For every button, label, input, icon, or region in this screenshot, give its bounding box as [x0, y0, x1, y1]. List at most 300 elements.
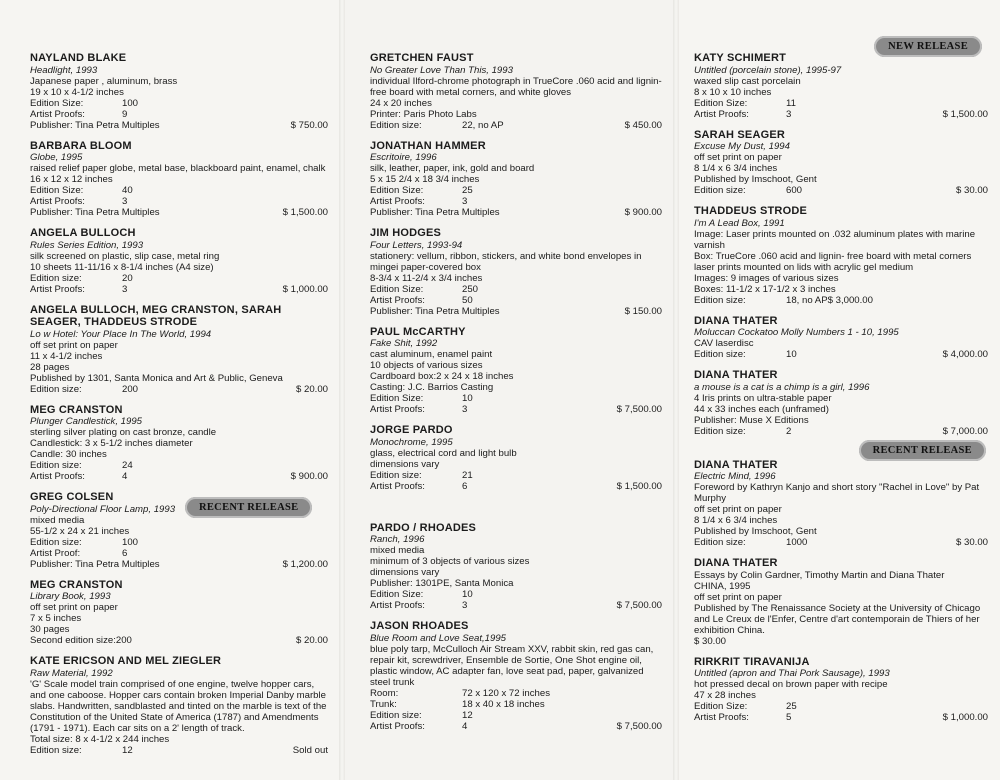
artwork-entry [694, 205, 992, 306]
artwork-detail: off set print on paper [694, 591, 782, 603]
price: $ 20.00 [295, 383, 328, 395]
edition-row [30, 273, 332, 284]
price: $ 20.00 [295, 635, 328, 646]
price: $ 450.00 [624, 119, 662, 131]
artwork-detail: silk screened on plastic, slip case, metal ring [30, 250, 220, 262]
edition-label: Artist Proofs: [370, 600, 425, 611]
artwork-entry [694, 369, 992, 437]
artwork-detail: 8 x 10 x 10 inches [694, 86, 772, 98]
edition-value: 4 [462, 720, 468, 732]
edition-value: 18, no AP$ 3,000.00 [786, 294, 873, 306]
artist-name: JONATHAN HAMMER [370, 139, 486, 152]
artwork-detail: 47 x 28 inches [694, 690, 756, 701]
artwork-detail: off set print on paper [30, 339, 118, 351]
artist-name: NAYLAND BLAKE [30, 52, 127, 64]
edition-label: Artist Proofs: [370, 480, 425, 492]
edition-row [694, 426, 992, 437]
edition-label: Edition size: [370, 709, 422, 721]
edition-label: Edition Size: [370, 393, 424, 404]
edition-row [30, 745, 332, 756]
price: $ 750.00 [290, 119, 328, 131]
artwork-detail: CAV laserdisc [694, 338, 754, 349]
edition-label: Edition Size: [370, 185, 424, 196]
artist-name: GREG COLSEN [30, 491, 114, 503]
edition-label: Edition Size: [30, 97, 84, 109]
artwork-detail: Published by 1301, Santa Monica and Art & Public, Geneva [30, 372, 283, 384]
artwork-detail: 7 x 5 inches [30, 613, 82, 624]
price [328, 273, 332, 284]
price [662, 295, 666, 306]
artwork-title: Four Letters, 1993-94 [370, 239, 463, 251]
edition-value: 1000 [786, 537, 808, 548]
edition-label: Artist Proofs: [694, 108, 749, 120]
edition-label: Artist Proofs: [370, 404, 425, 415]
price: $ 900.00 [624, 207, 662, 218]
artwork-detail: hot pressed decal on brown paper with recipe [694, 679, 888, 690]
price: $ 4,000.00 [942, 349, 988, 360]
artwork-title: Electric Mind, 1996 [694, 471, 776, 482]
edition-row [370, 284, 666, 295]
artwork-entry [30, 227, 332, 295]
edition-label: Edition size: [694, 185, 746, 196]
artwork-detail: silk, leather, paper, ink, gold and board [370, 163, 535, 174]
edition-row [694, 185, 992, 196]
edition-value: 10 [462, 589, 473, 600]
artwork-entry [694, 129, 992, 197]
artwork-detail: Published by The Renaissance Society at the University of Chicago and Le Creux de l'Enfer, Centre d'art contemporain de Thiers of her exhibition China. [694, 602, 981, 636]
artwork-detail: Publisher: 1301PE, Santa Monica [370, 578, 514, 589]
edition-row [694, 537, 992, 548]
edition-value: 200 [122, 383, 139, 395]
edition-value: 6 [462, 480, 468, 492]
artwork-entry [370, 227, 666, 317]
recent-release-badge: RECENT RELEASE [185, 497, 312, 518]
artwork-detail: Foreword by Kathryn Kanjo and short story "Rachel in Love" by Pat Murphy [694, 482, 980, 504]
artwork-detail: Candlestick: 3 x 5-1/2 inches diameter [30, 438, 193, 449]
artwork-detail: sterling silver plating on cast bronze, candle [30, 427, 217, 438]
edition-value: 72 x 120 x 72 inches [462, 687, 551, 699]
edition-label: Artist Proofs: [370, 720, 425, 732]
artwork-detail: individual Ilford-chrome photograph in TrueCore .060 acid and lignin- free board with metal corners, and white gloves [370, 75, 662, 98]
artwork-detail: mixed media [30, 514, 85, 526]
artist-name: MEG CRANSTON [30, 578, 123, 591]
artwork-detail: Published by Imschoot, Gent [694, 526, 817, 537]
price [662, 589, 666, 600]
edition-value: 12 [462, 709, 473, 721]
artwork-detail: 4 Iris prints on ultra-stable paper [694, 392, 832, 404]
price: $ 7,500.00 [616, 720, 662, 732]
artwork-title: Headlight, 1993 [30, 64, 98, 76]
artwork-entry [370, 140, 666, 219]
price [662, 185, 666, 196]
artwork-detail: blue poly tarp, McCulloch Air Stream XXV, rabbit skin, red gas can, repair kit, screwdriver, Ensemble de Sortie, One Shot engine oil, plastic window, AC adapter fan, love seat pad, paper, galvanized steel trunk [370, 643, 654, 688]
edition-label: Edition size: [30, 383, 82, 395]
catalog-panel-right [676, 0, 1000, 780]
artwork-detail: Image: Laser prints mounted on .032 aluminum plates with marine varnish [694, 228, 976, 251]
artwork-title: Excuse My Dust, 1994 [694, 141, 790, 152]
edition-row [30, 559, 332, 570]
artist-name: SARAH SEAGER [694, 128, 786, 141]
artwork-detail: off set print on paper [30, 602, 118, 613]
edition-label: Second edition size:200 [30, 635, 132, 646]
price [328, 460, 332, 471]
edition-row [694, 712, 992, 723]
artwork-detail: Total size: 8 x 4-1/2 x 244 inches [30, 733, 170, 745]
edition-label: Edition size: [30, 536, 82, 548]
artwork-detail: 24 x 20 inches [370, 97, 432, 109]
artwork-detail: 'G' Scale model train comprised of one engine, twelve hopper cars, and one caboose. Hopper cars contain broken Imperial Danby marble slabs. Handwritten, sandblasted and tinted on the marble is text of the Constitution of the United State of America (1787) and Amendments (1791 - 1971). Each car sits on a 2' length of track. [30, 678, 327, 734]
edition-value: 18 x 40 x 18 inches [462, 698, 545, 710]
artwork-detail: 8 1/4 x 6 3/4 inches [694, 515, 778, 526]
artist-name: JORGE PARDO [370, 424, 453, 436]
edition-value: 10 [462, 393, 473, 404]
artwork-entry [370, 52, 666, 131]
artist-name: PAUL McCARTHY [370, 325, 466, 338]
artwork-detail: 55-1/2 x 24 x 21 inches [30, 525, 130, 537]
edition-value [500, 306, 610, 317]
price: $ 900.00 [290, 471, 328, 482]
price [662, 699, 666, 710]
edition-value: 5 [786, 712, 792, 723]
artwork-title: Blue Room and Love Seat,1995 [370, 632, 507, 644]
artwork-title: Poly-Directional Floor Lamp, 1993 [30, 503, 176, 515]
artwork-detail: Images: 9 images of various sizes [694, 272, 839, 284]
edition-label: Publisher: Tina Petra Multiples [30, 558, 160, 570]
edition-value: 40 [122, 185, 133, 196]
artist-name: GRETCHEN FAUST [370, 52, 474, 64]
price: $ 150.00 [624, 305, 662, 317]
artwork-detail: mixed media [370, 545, 425, 556]
artwork-detail: 5 x 15 2/4 x 18 3/4 inches [370, 174, 480, 185]
artwork-detail: stationery: vellum, ribbon, stickers, and white bond envelopes in mingei paper-covered box [370, 250, 642, 273]
edition-row [370, 404, 666, 415]
artwork-entry [694, 557, 992, 647]
price: $ 1,500.00 [942, 108, 988, 120]
edition-row [30, 196, 332, 207]
artwork-detail: Printer: Paris Photo Labs [370, 108, 477, 120]
edition-label: Artist Proofs: [30, 108, 85, 120]
edition-row [370, 688, 666, 699]
edition-row [30, 460, 332, 471]
artwork-detail: Publisher: Muse X Editions [694, 414, 809, 426]
edition-value: 3 [786, 108, 792, 120]
edition-value: 3 [122, 196, 128, 207]
recent-release-badge: RECENT RELEASE [859, 440, 986, 461]
price [328, 185, 332, 196]
artist-name: ANGELA BULLOCH, MEG CRANSTON, SARAH SEAGER, THADDEUS STRODE [30, 303, 282, 328]
artwork-title: Library Book, 1993 [30, 591, 111, 602]
edition-row [370, 589, 666, 600]
price: $ 1,500.00 [282, 207, 328, 218]
artwork-detail: CHINA, 1995 [694, 580, 751, 592]
edition-row [370, 185, 666, 196]
edition-value: 2 [786, 425, 792, 437]
edition-row [30, 537, 332, 548]
price [662, 393, 666, 404]
artwork-title: Plunger Candlestick, 1995 [30, 416, 142, 427]
artist-name: RIRKRIT TIRAVANIJA [694, 655, 810, 668]
edition-row [30, 284, 332, 295]
edition-row [30, 635, 332, 646]
edition-label: Publisher: Tina Petra Multiples [370, 305, 500, 317]
artwork-detail: waxed slip cast porcelain [694, 75, 801, 87]
artwork-detail: cast aluminum, enamel paint [370, 349, 493, 360]
edition-value [160, 559, 270, 570]
artwork-detail: Boxes: 11-1/2 x 17-1/2 x 3 inches [694, 283, 836, 295]
edition-value: 22, no AP [462, 119, 504, 131]
price: $ 1,000.00 [942, 712, 988, 723]
edition-row [694, 98, 992, 109]
price [328, 98, 332, 109]
artwork-title: Escritoire, 1996 [370, 152, 437, 163]
edition-label: Edition Size: [370, 589, 424, 600]
artwork-detail: 8 1/4 x 6 3/4 inches [694, 163, 778, 174]
edition-label: Trunk: [370, 698, 397, 710]
artwork-detail: raised relief paper globe, metal base, blackboard paint, enamel, chalk [30, 163, 326, 174]
artwork-detail: Published by Imschoot, Gent [694, 174, 817, 185]
edition-label: Publisher: Tina Petra Multiples [30, 119, 160, 131]
artwork-detail: off set print on paper [694, 152, 782, 163]
artwork-detail: minimum of 3 objects of various sizes [370, 556, 530, 567]
price [662, 710, 666, 721]
artwork-detail: Cardboard box:2 x 24 x 18 inches [370, 371, 514, 382]
edition-value: 100 [122, 536, 139, 548]
artwork-entry [694, 52, 992, 120]
edition-row [370, 721, 666, 732]
price [988, 701, 992, 712]
artwork-detail: Box: TrueCore .060 acid and lignin- free board with metal corners laser prints mounted on lids with acrylic gel medium [694, 250, 972, 273]
edition-label: Artist Proofs: [30, 196, 85, 207]
price [328, 109, 332, 120]
edition-label: Edition size: [694, 294, 746, 306]
edition-value: 20 [122, 272, 133, 284]
edition-label: Artist Proof: [30, 547, 81, 559]
edition-label: Edition Size: [694, 97, 748, 109]
price [662, 470, 666, 481]
price [328, 537, 332, 548]
artist-name: KATE ERICSON AND MEL ZIEGLER [30, 655, 222, 667]
edition-value: 25 [462, 185, 473, 196]
artwork-title: Moluccan Cockatoo Molly Numbers 1 - 10, 1995 [694, 327, 899, 338]
edition-label: Edition size: [370, 469, 422, 481]
edition-value [160, 120, 270, 131]
artwork-detail: 30 pages [30, 624, 70, 635]
artwork-title: Fake Shit, 1992 [370, 338, 438, 349]
price [662, 688, 666, 699]
artwork-entry [30, 304, 332, 395]
artwork-detail: 19 x 10 x 4-1/2 inches [30, 86, 124, 98]
artist-name: THADDEUS STRODE [694, 205, 808, 217]
artwork-title: Lo w Hotel: Your Place In The World, 1994 [30, 328, 212, 340]
edition-value: 10 [786, 349, 797, 360]
artist-name: DIANA THATER [694, 369, 778, 381]
edition-value: 12 [122, 744, 133, 756]
artwork-detail: glass, electrical cord and light bulb [370, 447, 517, 459]
edition-row [30, 384, 332, 395]
edition-value: 3 [462, 600, 468, 611]
artwork-title: Monochrome, 1995 [370, 436, 453, 448]
artwork-detail: 28 pages [30, 361, 70, 373]
edition-row [370, 120, 666, 131]
artwork-title: Rules Series Edition, 1993 [30, 239, 144, 251]
edition-row [30, 207, 332, 218]
artwork-entry [370, 620, 666, 732]
edition-label: Edition Size: [694, 701, 748, 712]
edition-label: Edition size: [694, 349, 746, 360]
price: $ 7,500.00 [616, 600, 662, 611]
catalog-panel-left [0, 0, 342, 780]
price: $ 1,500.00 [616, 480, 662, 492]
edition-row [370, 306, 666, 317]
price: $ 7,000.00 [942, 425, 988, 437]
edition-value: 24 [122, 460, 133, 471]
price: Sold out [292, 744, 328, 756]
edition-row [370, 207, 666, 218]
edition-label: Room: [370, 687, 399, 699]
artwork-detail: Essays by Colin Gardner, Timothy Martin and Diana Thater [694, 569, 945, 581]
edition-value: 3 [462, 404, 468, 415]
price: $ 1,200.00 [282, 558, 328, 570]
edition-label: Artist Proofs: [370, 196, 425, 207]
artist-name: BARBARA BLOOM [30, 139, 132, 152]
edition-value [160, 207, 270, 218]
edition-row [694, 349, 992, 360]
edition-row [370, 699, 666, 710]
edition-label: Publisher: Tina Petra Multiples [30, 207, 160, 218]
edition-row [694, 295, 992, 306]
artwork-entry [694, 459, 992, 549]
edition-row [694, 701, 992, 712]
price [662, 196, 666, 207]
artwork-title: Ranch, 1996 [370, 534, 425, 545]
edition-value: 50 [462, 294, 473, 306]
price [662, 284, 666, 295]
price [988, 98, 992, 109]
artwork-title: Untitled (apron and Thai Pork Sausage), 1993 [694, 668, 890, 679]
price [988, 295, 992, 306]
edition-row [370, 196, 666, 207]
artwork-title: I'm A Lead Box, 1991 [694, 217, 785, 229]
edition-label: Edition size: [370, 119, 422, 131]
edition-row [370, 295, 666, 306]
edition-value: 600 [786, 185, 803, 196]
price [328, 548, 332, 559]
edition-row [30, 109, 332, 120]
edition-label: Edition Size: [30, 185, 84, 196]
edition-value [132, 635, 242, 646]
artwork-detail: Casting: J.C. Barrios Casting [370, 382, 494, 393]
artist-name: PARDO / RHOADES [370, 521, 477, 534]
artist-name: DIANA THATER [694, 458, 778, 471]
edition-value: 100 [122, 97, 139, 109]
artist-name: JASON RHOADES [370, 620, 469, 632]
price: $ 30.00 [955, 537, 988, 548]
edition-row [370, 600, 666, 611]
edition-label: Edition size: [694, 425, 746, 437]
artwork-title: No Greater Love Than This, 1993 [370, 64, 513, 76]
edition-value [500, 207, 610, 218]
artist-name: JIM HODGES [370, 227, 442, 239]
edition-row [30, 471, 332, 482]
artist-name: MEG CRANSTON [30, 403, 123, 416]
edition-value: 25 [786, 701, 797, 712]
artwork-title: Globe, 1995 [30, 152, 83, 163]
fold-line [673, 0, 679, 780]
artwork-entry [30, 404, 332, 483]
price: $ 7,500.00 [616, 404, 662, 415]
edition-row [30, 185, 332, 196]
edition-label: Edition Size: [370, 283, 424, 295]
artwork-entry [694, 656, 992, 724]
edition-value: 11 [786, 97, 796, 109]
artwork-entry [370, 326, 666, 416]
artwork-entry [30, 140, 332, 219]
price: $ 30.00 [955, 185, 988, 196]
artwork-detail: 8-3/4 x 11-2/4 x 3/4 inches [370, 272, 483, 284]
edition-label: Artist Proofs: [694, 712, 749, 723]
artwork-entry [694, 315, 992, 361]
edition-label: Edition size: [30, 460, 82, 471]
artwork-entry [370, 424, 666, 492]
price: $ 1,000.00 [282, 283, 328, 295]
edition-row [370, 393, 666, 404]
fold-line [339, 0, 345, 780]
artwork-title: Raw Material, 1992 [30, 667, 113, 679]
artwork-detail: 10 sheets 11-11/16 x 8-1/4 inches (A4 size) [30, 261, 214, 273]
artist-name: DIANA THATER [694, 557, 778, 569]
edition-row [30, 548, 332, 559]
artwork-detail: Japanese paper , aluminum, brass [30, 75, 178, 87]
artwork-title: Untitled (porcelain stone), 1995-97 [694, 64, 842, 76]
artist-name: DIANA THATER [694, 314, 778, 327]
edition-label: Edition size: [30, 272, 82, 284]
edition-label: Publisher: Tina Petra Multiples [370, 207, 500, 218]
artwork-entry [370, 522, 666, 612]
edition-value: 9 [122, 108, 128, 120]
artwork-detail: 44 x 33 inches each (unframed) [694, 403, 829, 415]
edition-value: 6 [122, 547, 128, 559]
artwork-detail: dimensions vary [370, 458, 440, 470]
edition-value: 21 [462, 469, 473, 481]
edition-value: 3 [462, 196, 468, 207]
edition-label: Artist Proofs: [370, 294, 425, 306]
artist-name: KATY SCHIMERT [694, 52, 787, 64]
artwork-detail: dimensions vary [370, 567, 440, 578]
artwork-detail: $ 30.00 [694, 635, 727, 647]
edition-row [370, 470, 666, 481]
artwork-detail: off set print on paper [694, 504, 782, 515]
artwork-detail: 10 objects of various sizes [370, 360, 483, 371]
edition-label: Artist Proofs: [30, 471, 85, 482]
artwork-detail: 16 x 12 x 12 inches [30, 174, 113, 185]
edition-row [30, 98, 332, 109]
edition-row [30, 120, 332, 131]
artwork-entry [30, 52, 332, 131]
edition-value: 4 [122, 471, 128, 482]
edition-label: Artist Proofs: [30, 283, 85, 295]
edition-row [370, 710, 666, 721]
edition-label: Edition size: [694, 537, 746, 548]
edition-value: 3 [122, 283, 128, 295]
edition-row [694, 109, 992, 120]
edition-row [370, 481, 666, 492]
price [328, 196, 332, 207]
edition-label: Edition size: [30, 744, 82, 756]
artwork-title: a mouse is a cat is a chimp is a girl, 1996 [694, 381, 870, 393]
new-release-badge: NEW RELEASE [874, 36, 982, 57]
artwork-entry [30, 655, 332, 756]
artist-name: ANGELA BULLOCH [30, 227, 136, 239]
